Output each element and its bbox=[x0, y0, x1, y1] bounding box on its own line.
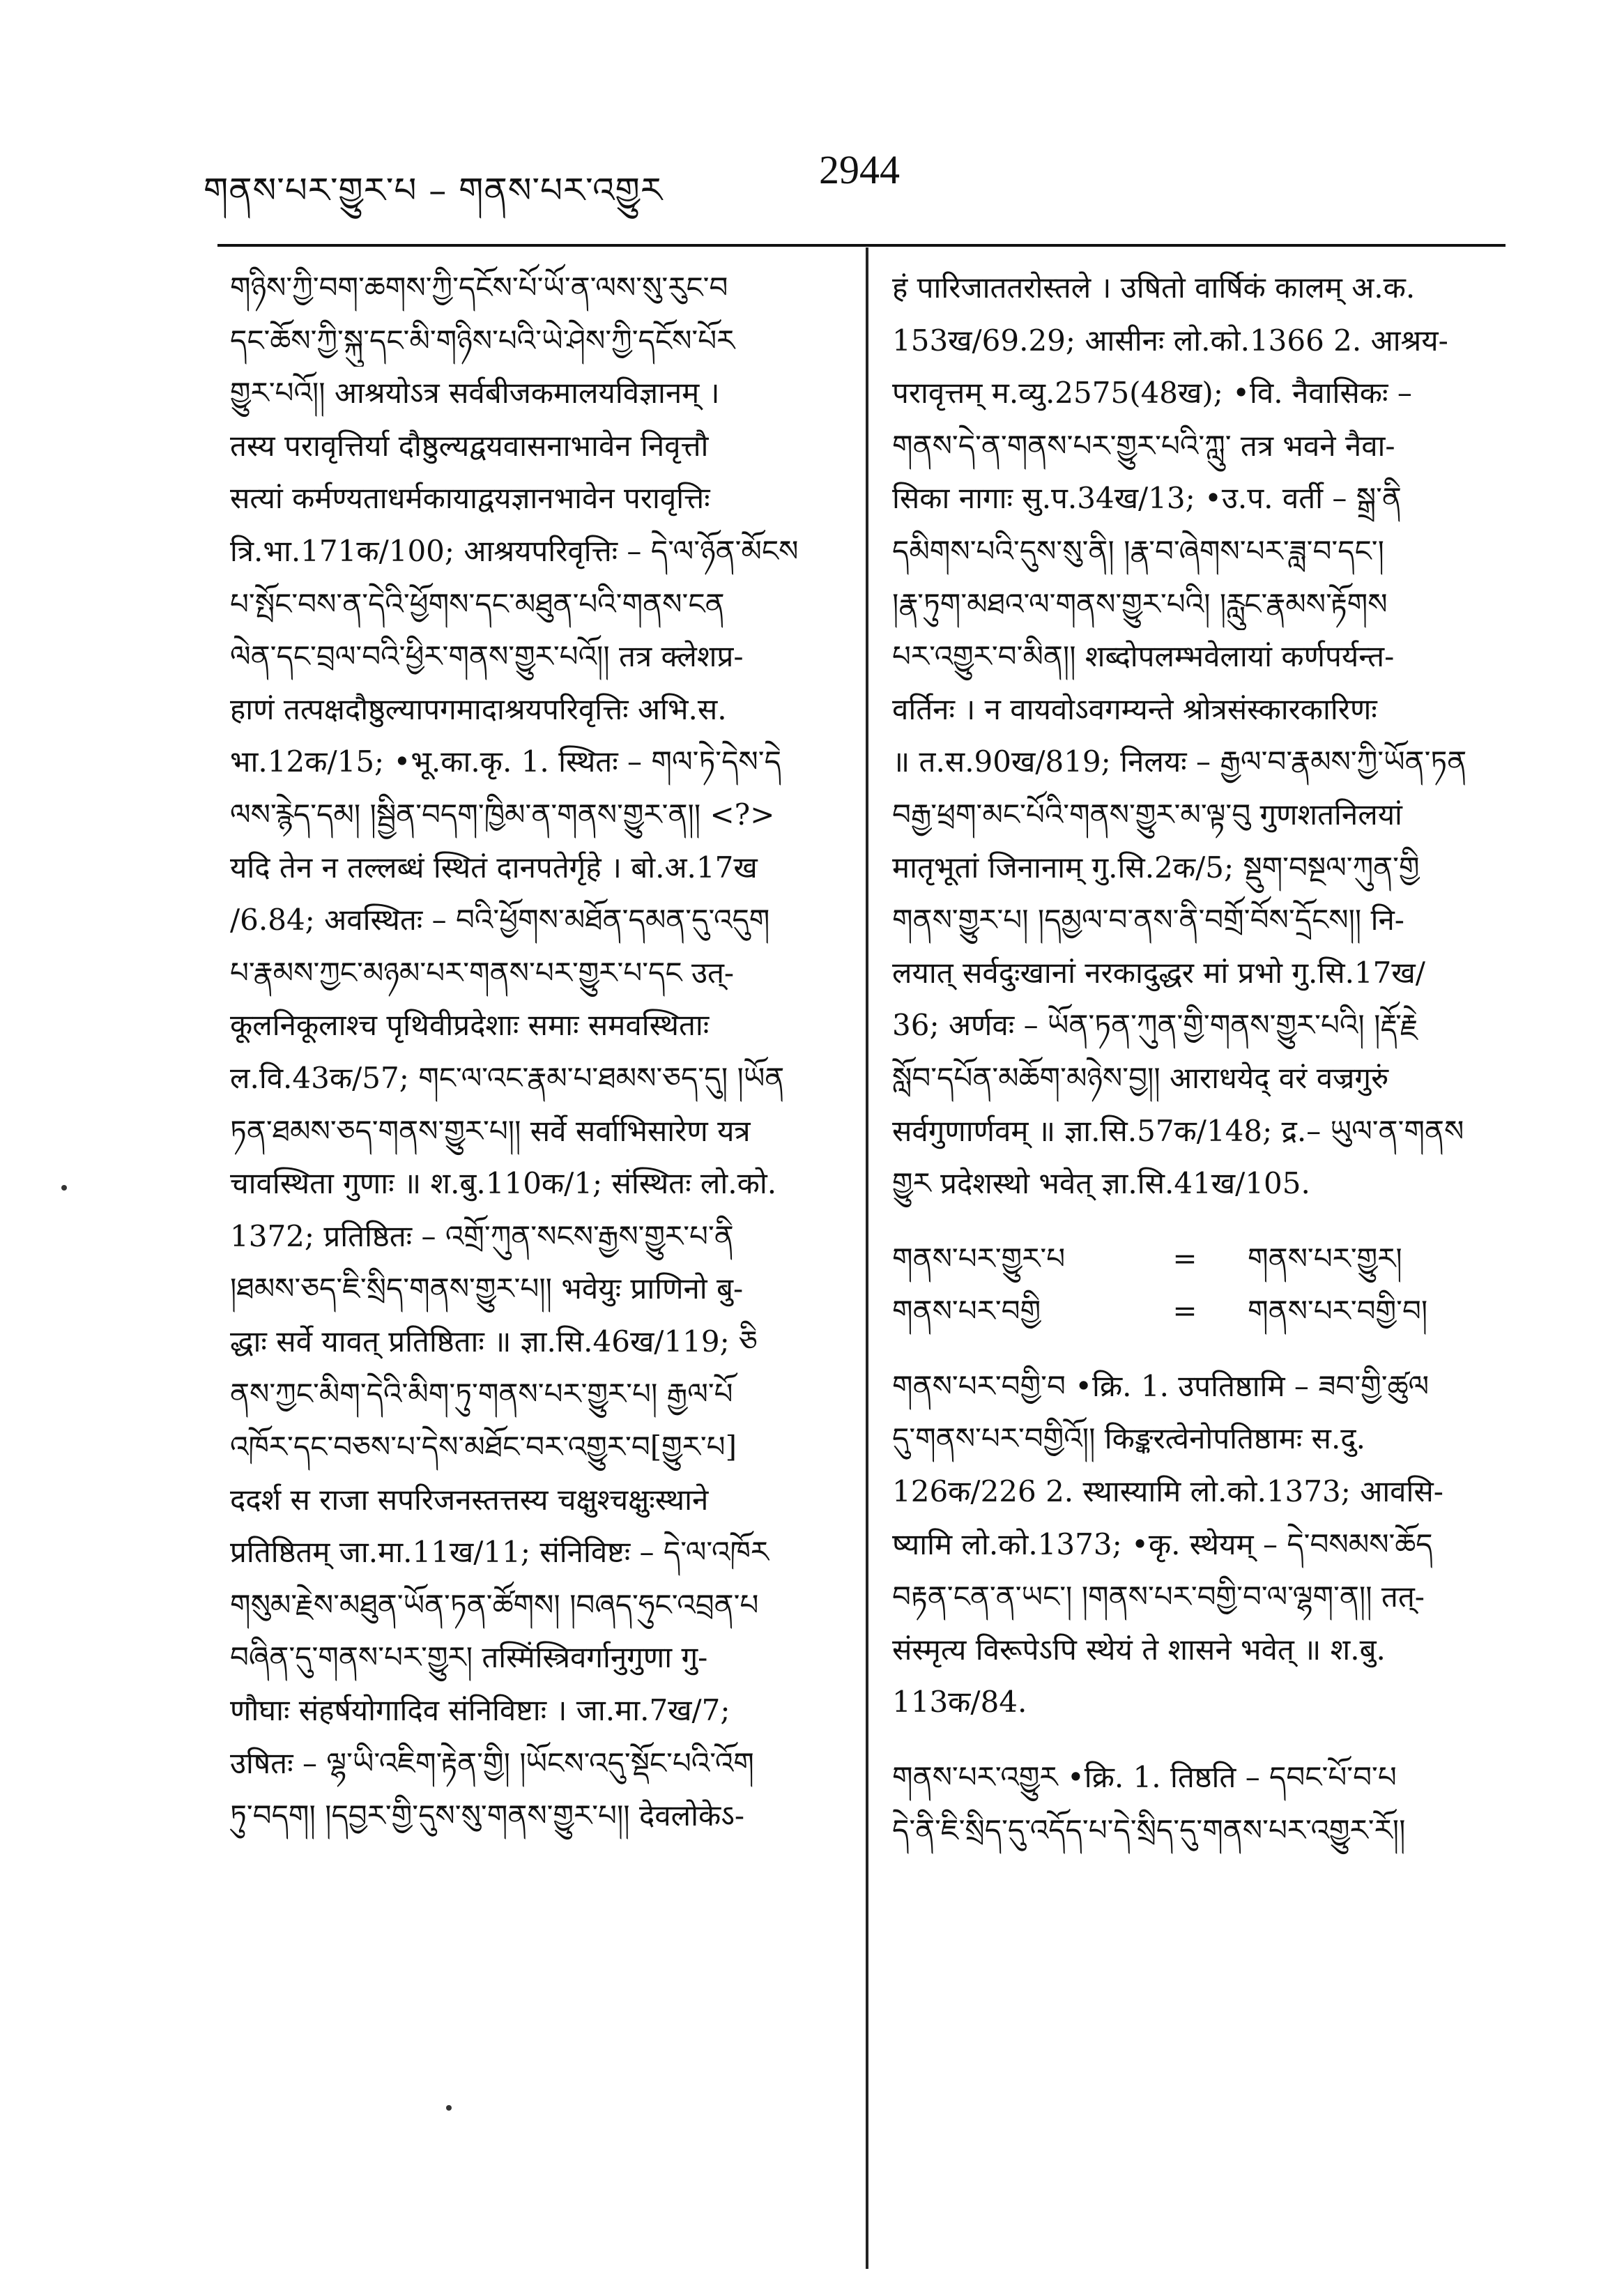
left-column bbox=[230, 261, 843, 1842]
text-line: གནས་པར་འགྱུར •क्रि. 1. तिष्ठति – དབང་པོ་བ་པ bbox=[892, 1760, 1397, 1795]
text-line: པ་རྣམས་ཀྱང་མཉམ་པར་གནས་པར་གྱུར་པ་དང उत्- bbox=[230, 955, 735, 990]
text-line: वर्तिनः । न वायवोऽवगम्यन्ते श्रोत्रसंस्कारकारिणः bbox=[892, 691, 1377, 726]
text-line: དང་ཆོས་ཀྱི་སྐུ་དང་མི་གཉིས་པའི་ཡེ་ཤེས་ཀྱི་དངོས་པོར bbox=[230, 323, 735, 358]
text-line: सर्वगुणार्णवम् ॥ ज्ञा.सि.57क/148; द्र.– ཡུལ་ན་གནས bbox=[892, 1113, 1464, 1148]
entry-gap bbox=[892, 1338, 1506, 1360]
text-line: བརྟན་ངན་ན་ཡང་། །གནས་པར་བགྱི་བ་ལ་ལྷག་ན།། तत्- bbox=[892, 1580, 1425, 1614]
text-line: ནས་ཀྱང་མིག་དེའི་མིག་ཏུ་གནས་པར་གྱུར་པ། རྒྱལ་པོ bbox=[230, 1377, 733, 1412]
text-line: སློབ་དཔོན་མཆོག་མཉེས་བྱ།། आराधयेद् वरं वज्रगुरुं bbox=[892, 1060, 1389, 1095]
equals-sign: = bbox=[1172, 1241, 1197, 1276]
running-header-headwords: གནས་པར་གྱུར་པ – གནས་པར་འགྱུར bbox=[204, 170, 664, 211]
text-line: संस्मृत्य विरूपेऽपि स्थेयं ते शासने भवेत् ॥ श.बु. bbox=[892, 1632, 1386, 1667]
text-line: /6.84; अवस्थितः – བའི་ཕྱོགས་མཐོན་དམན་དུ་འདུག bbox=[230, 903, 770, 938]
cross-ref-headword: གནས་པར་གྱུར་པ bbox=[892, 1241, 1066, 1276]
scan-speck bbox=[61, 1185, 67, 1191]
text-line: པ་སྤོང་བས་ན་དེའི་ཕྱོགས་དང་མཐུན་པའི་གནས་ངན bbox=[230, 586, 725, 621]
text-line: གྱུར་པའོ།། आश्रयोऽत्र सर्वबीजकमालयविज्ञानम् । bbox=[230, 376, 720, 411]
text-line: གནས་གྱུར་པ། །དམྱལ་བ་ནས་ནི་བགྲོ་བོས་དྲོངས།། नि- bbox=[892, 903, 1404, 938]
header-rule bbox=[217, 244, 1506, 247]
entry-gap bbox=[892, 1729, 1506, 1751]
text-line: ष्यामि लो.को.1373; •कृ. स्थेयम् – དེ་བསམས་ཆོད bbox=[892, 1527, 1433, 1561]
text-line: हं पारिजाततरोस्तले । उषितो वार्षिकं कालम् अ.क. bbox=[892, 270, 1416, 305]
text-line: लयात् सर्वदुःखानां नरकादुद्धर मां प्रभो गु.सि.17ख/ bbox=[892, 955, 1425, 990]
text-line: གྱུར प्रदेशस्थो भवेत् ज्ञा.सि.41ख/105. bbox=[892, 1166, 1310, 1201]
text-line: तस्य परावृत्तिर्या दौष्ठुल्यद्वयवासनाभावेन निवृत्तौ bbox=[230, 428, 709, 463]
text-line: कूलनिकूलाश्च पृथिवीप्रदेशाः समाः समवस्थिताः bbox=[230, 1008, 710, 1043]
cross-ref-target: གནས་པར་བགྱི་བ། bbox=[1248, 1294, 1428, 1329]
text-line: བརྒྱ་ཕྲག་མང་པོའི་གནས་གྱུར་མ་ལྟ་བུ गुणशतनिलयां bbox=[892, 797, 1402, 832]
text-line: ॥ त.स.90ख/819; निलयः – རྒྱལ་བ་རྣམས་ཀྱི་ཡོན་ཏན bbox=[892, 744, 1467, 779]
cross-ref-target: གནས་པར་གྱུར། bbox=[1248, 1241, 1402, 1276]
text-line: པར་འགྱུར་བ་མིན།། शब्दोपलम्भवेलायां कर्णपर्यन्त- bbox=[892, 639, 1395, 674]
text-line: བཞིན་དུ་གནས་པར་གྱུར། तस्मिंस्त्रिवर्गानुगुणा गु- bbox=[230, 1640, 708, 1675]
column-divider bbox=[866, 247, 868, 2269]
text-line: དམིགས་པའི་དུས་སུ་ནི། །རྣ་བ་ཞེགས་པར་ཟླ་བ་དང་། bbox=[892, 533, 1384, 568]
text-line: मातृभूतां जिनानाम् गु.सि.2क/5; སྡུག་བསྔལ་ཀུན་གྱི bbox=[892, 850, 1420, 885]
right-column bbox=[892, 261, 1506, 1856]
text-line: ददर्श स राजा सपरिजनस्तत्तस्य चक्षुश्चक्षुःस्थाने bbox=[230, 1482, 709, 1517]
text-line: ཏུ་བདག། །དབྱར་གྱི་དུས་སུ་གནས་གྱུར་པ།། देवलोकेऽ- bbox=[230, 1798, 745, 1833]
text-line: གསུམ་རྗེས་མཐུན་ཡོན་ཏན་ཚོགས། །བཞད་ཧུང་འབྲན་པ bbox=[230, 1587, 759, 1622]
text-line: 126क/226 2. स्थास्यामि लो.को.1373; आवसि- bbox=[892, 1474, 1443, 1509]
text-line: सिका नागाः सु.प.34ख/13; •उ.प. वर्ती – སྒྲ་ནི bbox=[892, 481, 1402, 516]
scan-speck bbox=[446, 2105, 452, 2111]
text-line: གཉིས་ཀྱི་བག་ཆགས་ཀྱི་དངོས་པོ་ཡོ་ན་ལས་སུ་རུང་བ bbox=[230, 270, 728, 305]
text-line: सत्यां कर्मण्यताधर्मकायाद्वयज्ञानभावेन परावृत्तिः bbox=[230, 481, 710, 516]
cross-reference-entry bbox=[892, 1232, 1506, 1285]
text-line: प्रतिष्ठितम् जा.मा.11ख/11; संनिविष्टः – དེ་ལ་འཁོར bbox=[230, 1535, 769, 1570]
text-line: །རྣ་ཏུག་མཐའ་ལ་གནས་གྱུར་པའི། །རླུང་རྣམས་རྟོགས bbox=[892, 586, 1388, 621]
text-line: उषितः – ལྷ་ཡི་འཇིག་རྟེན་གྱི། །ཡོངས་འདུ་སྡོང་པའི་འོག bbox=[230, 1745, 754, 1780]
text-line: ल.वि.43क/57; གང་ལ་འང་རྣམ་པ་ཐམས་ཅད་དུ། །ཡོན bbox=[230, 1060, 785, 1095]
text-line: གནས་དེ་ན་གནས་པར་གྱུར་པའི་ཀླུ་ तत्र भवने नैवा- bbox=[892, 428, 1395, 463]
page-number: 2944 bbox=[819, 147, 900, 192]
text-line: 113क/84. bbox=[892, 1685, 1027, 1720]
text-line: དེ་ནི་ཇི་སྲིད་དུ་འདོད་པ་དེ་སྲིད་དུ་གནས་པར་འགྱུར་རོ།། bbox=[892, 1812, 1406, 1847]
cross-reference-entry bbox=[892, 1285, 1506, 1338]
cross-ref-headword: གནས་པར་བགྱི bbox=[892, 1294, 1041, 1329]
text-line: णौघाः संहर्षयोगादिव संनिविष्टाः । जा.मा.7ख/7; bbox=[230, 1693, 730, 1728]
text-line: परावृत्तम् म.व्यु.2575(48ख); •वि. नैवासिकः – bbox=[892, 376, 1412, 411]
text-line: द्धाः सर्वे यावत् प्रतिष्ठिताः ॥ ज्ञा.सि.46ख/119; ཅི bbox=[230, 1324, 758, 1359]
text-line: ཏན་ཐམས་ཅད་གནས་གྱུར་པ།། सर्वे सर्वाभिसारेण यत्र bbox=[230, 1113, 751, 1148]
text-line: यदि तेन न तल्लब्धं स्थितं दानपतेर्गृहे । बो.अ.17ख bbox=[230, 850, 758, 885]
text-line: དུ་གནས་པར་བགྱིའོ།། किङ्करत्वेनोपतिष्ठामः स.दु. bbox=[892, 1421, 1365, 1456]
entry-gap bbox=[892, 1210, 1506, 1232]
text-line: །ཐམས་ཅད་ཇི་སྲིད་གནས་གྱུར་པ།། भवेयुः प्राणिनो बु- bbox=[230, 1271, 744, 1306]
equals-sign: = bbox=[1172, 1294, 1197, 1329]
text-line: त्रि.भा.171क/100; आश्रयपरिवृत्तिः – དེ་ལ་ཉོན་མོངས bbox=[230, 533, 799, 568]
text-line: གནས་པར་བགྱི་བ •क्रि. 1. उपतिष्ठामि – ཟབ་གྱི་ཚུལ bbox=[892, 1368, 1430, 1403]
text-line: 36; अर्णवः – ཡོན་ཏན་ཀུན་གྱི་གནས་གྱུར་པའི། །རྡོ་རྗེ bbox=[892, 1008, 1418, 1043]
text-line: འཁོར་དང་བཅས་པ་དེས་མཐོང་བར་འགྱུར་བ[གྱུར་པ] bbox=[230, 1430, 737, 1464]
text-line: ལས་རྙེད་དམ། །སྦྱིན་བདག་ཁྱིམ་ན་གནས་གྱུར་ན།། <?> bbox=[230, 797, 775, 832]
text-line: 153ख/69.29; आसीनः लो.को.1366 2. आश्रय- bbox=[892, 323, 1448, 358]
text-line: हाणं तत्पक्षदौष्ठुल्यापगमादाश्रयपरिवृत्तिः अभि.स. bbox=[230, 691, 727, 726]
text-line: भा.12क/15; •भू.का.कृ. 1. स्थितः – གལ་ཏེ་དེས་དེ bbox=[230, 744, 781, 779]
text-line: चावस्थिता गुणाः ॥ श.बु.110क/1; संस्थितः लो.को. bbox=[230, 1166, 777, 1201]
text-line: ལེན་དང་བྲལ་བའི་ཕྱིར་གནས་གྱུར་པའོ།། तत्र क्लेशप्र- bbox=[230, 639, 744, 674]
text-line: 1372; प्रतिष्ठितः – འགྲོ་ཀུན་སངས་རྒྱས་གྱུར་པ་ནི bbox=[230, 1218, 734, 1253]
